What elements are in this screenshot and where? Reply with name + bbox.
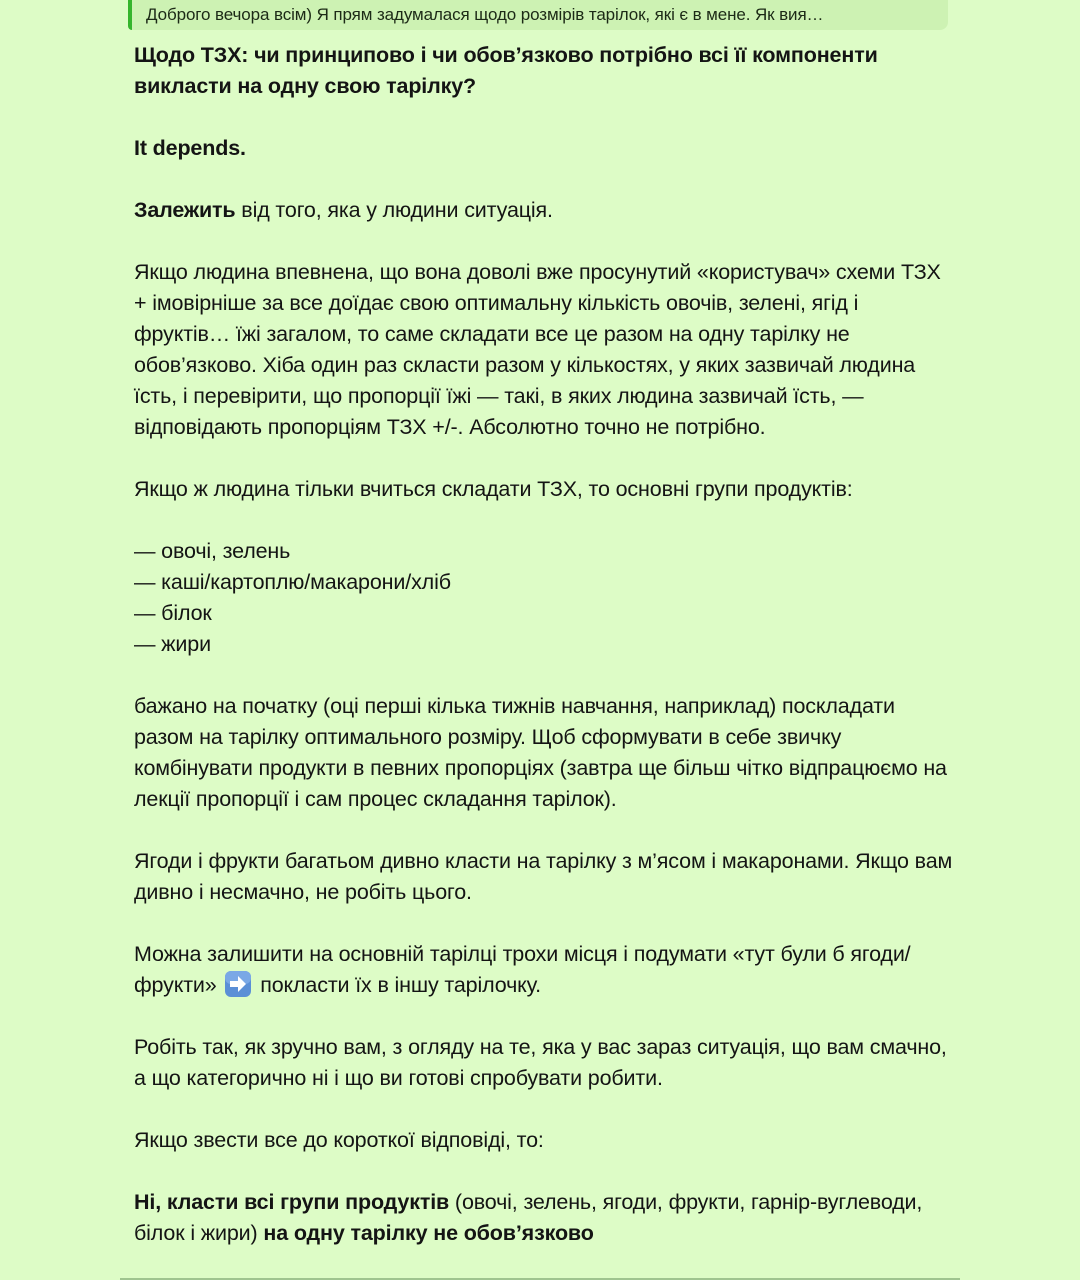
message-it-depends xyxy=(134,133,954,164)
space-after-text: покласти їх в іншу тарілочку. xyxy=(254,973,541,997)
final-regular: (овочі, зелень, ягоди, фрукти, гарнір-вуглеводи, білок і жири) xyxy=(134,1190,923,1245)
space-before-text: Можна залишити на основній тарілці трохи місця і подумати «тут були б ягоди/фрукти» xyxy=(134,942,911,997)
final-bold-1: Ні, класти всі групи продуктів xyxy=(134,1190,450,1214)
food-group-item: — каші/картоплю/макарони/хліб xyxy=(134,570,451,594)
reply-quote[interactable] xyxy=(128,0,948,30)
reply-quote-text: Доброго вечора всім) Я прям задумалася щодо розмірів тарілок, які є в мене. Як вия… xyxy=(146,5,824,24)
paragraph-beginner: Якщо ж людина тільки вчиться складати ТЗХ, то основні групи продуктів: xyxy=(134,477,853,501)
it-depends-text: It depends. xyxy=(134,136,246,160)
paragraph-summary: Якщо звести все до короткої відповіді, то: xyxy=(134,1128,544,1152)
paragraph-comfort: Робіть так, як зручно вам, з огляду на те, яка у вас зараз ситуація, що вам смачно, а що категорично ні і що ви готові спробувати робити. xyxy=(134,1035,947,1090)
message-depends xyxy=(134,195,954,226)
final-bold-2: на одну тарілку не обов’язково xyxy=(263,1221,594,1245)
paragraph-advanced-user: Якщо людина впевнена, що вона доволі вже просунутий «користувач» схеми ТЗХ + імовірніше за все доїдає свою оптимальну кількість овочів, зелені, ягід і фруктів… їжі загалом, то саме складати все це разом на одну тарілку не обов’язково. Хіба один раз скласти разом у кількостях, у яких зазвичай людина їсть, і перевірити, що пропорції їжі — такі, в яких людина зазвичай їсть, — відповідають пропорціям ТЗХ +/-. Абсолютно точно не потрібно. xyxy=(134,260,941,439)
food-group-item: — овочі, зелень xyxy=(134,539,291,563)
paragraph-berries: Ягоди і фрукти багатьом дивно класти на тарілку з м’ясом і макаронами. Якщо вам дивно і несмачно, не робіть цього. xyxy=(134,849,953,904)
food-group-item: — білок xyxy=(134,601,212,625)
paragraph-start: бажано на початку (оці перші кілька тижнів навчання, наприклад) поскладати разом на тарілку оптимального розміру. Щоб сформувати в себе звичку комбінувати продукти в певних пропорціях (завтра ще більш чітко відпрацюємо на лекції пропорції і сам процес складання тарілок). xyxy=(134,694,947,811)
question-text: Щодо ТЗХ: чи принципово і чи обов’язково потрібно всі її компоненти викласти на одну свою тарілку? xyxy=(134,43,878,98)
message-question xyxy=(134,40,954,102)
food-groups-list xyxy=(134,536,954,660)
paragraph-final xyxy=(134,1187,954,1249)
food-group-item: — жири xyxy=(134,632,211,656)
right-arrow-emoji-icon xyxy=(224,971,252,997)
depends-rest-text: від того, яка у людини ситуація. xyxy=(235,198,553,222)
paragraph-space xyxy=(134,939,954,1001)
message-body xyxy=(134,40,954,1249)
depends-bold-text: Залежить xyxy=(134,198,236,222)
